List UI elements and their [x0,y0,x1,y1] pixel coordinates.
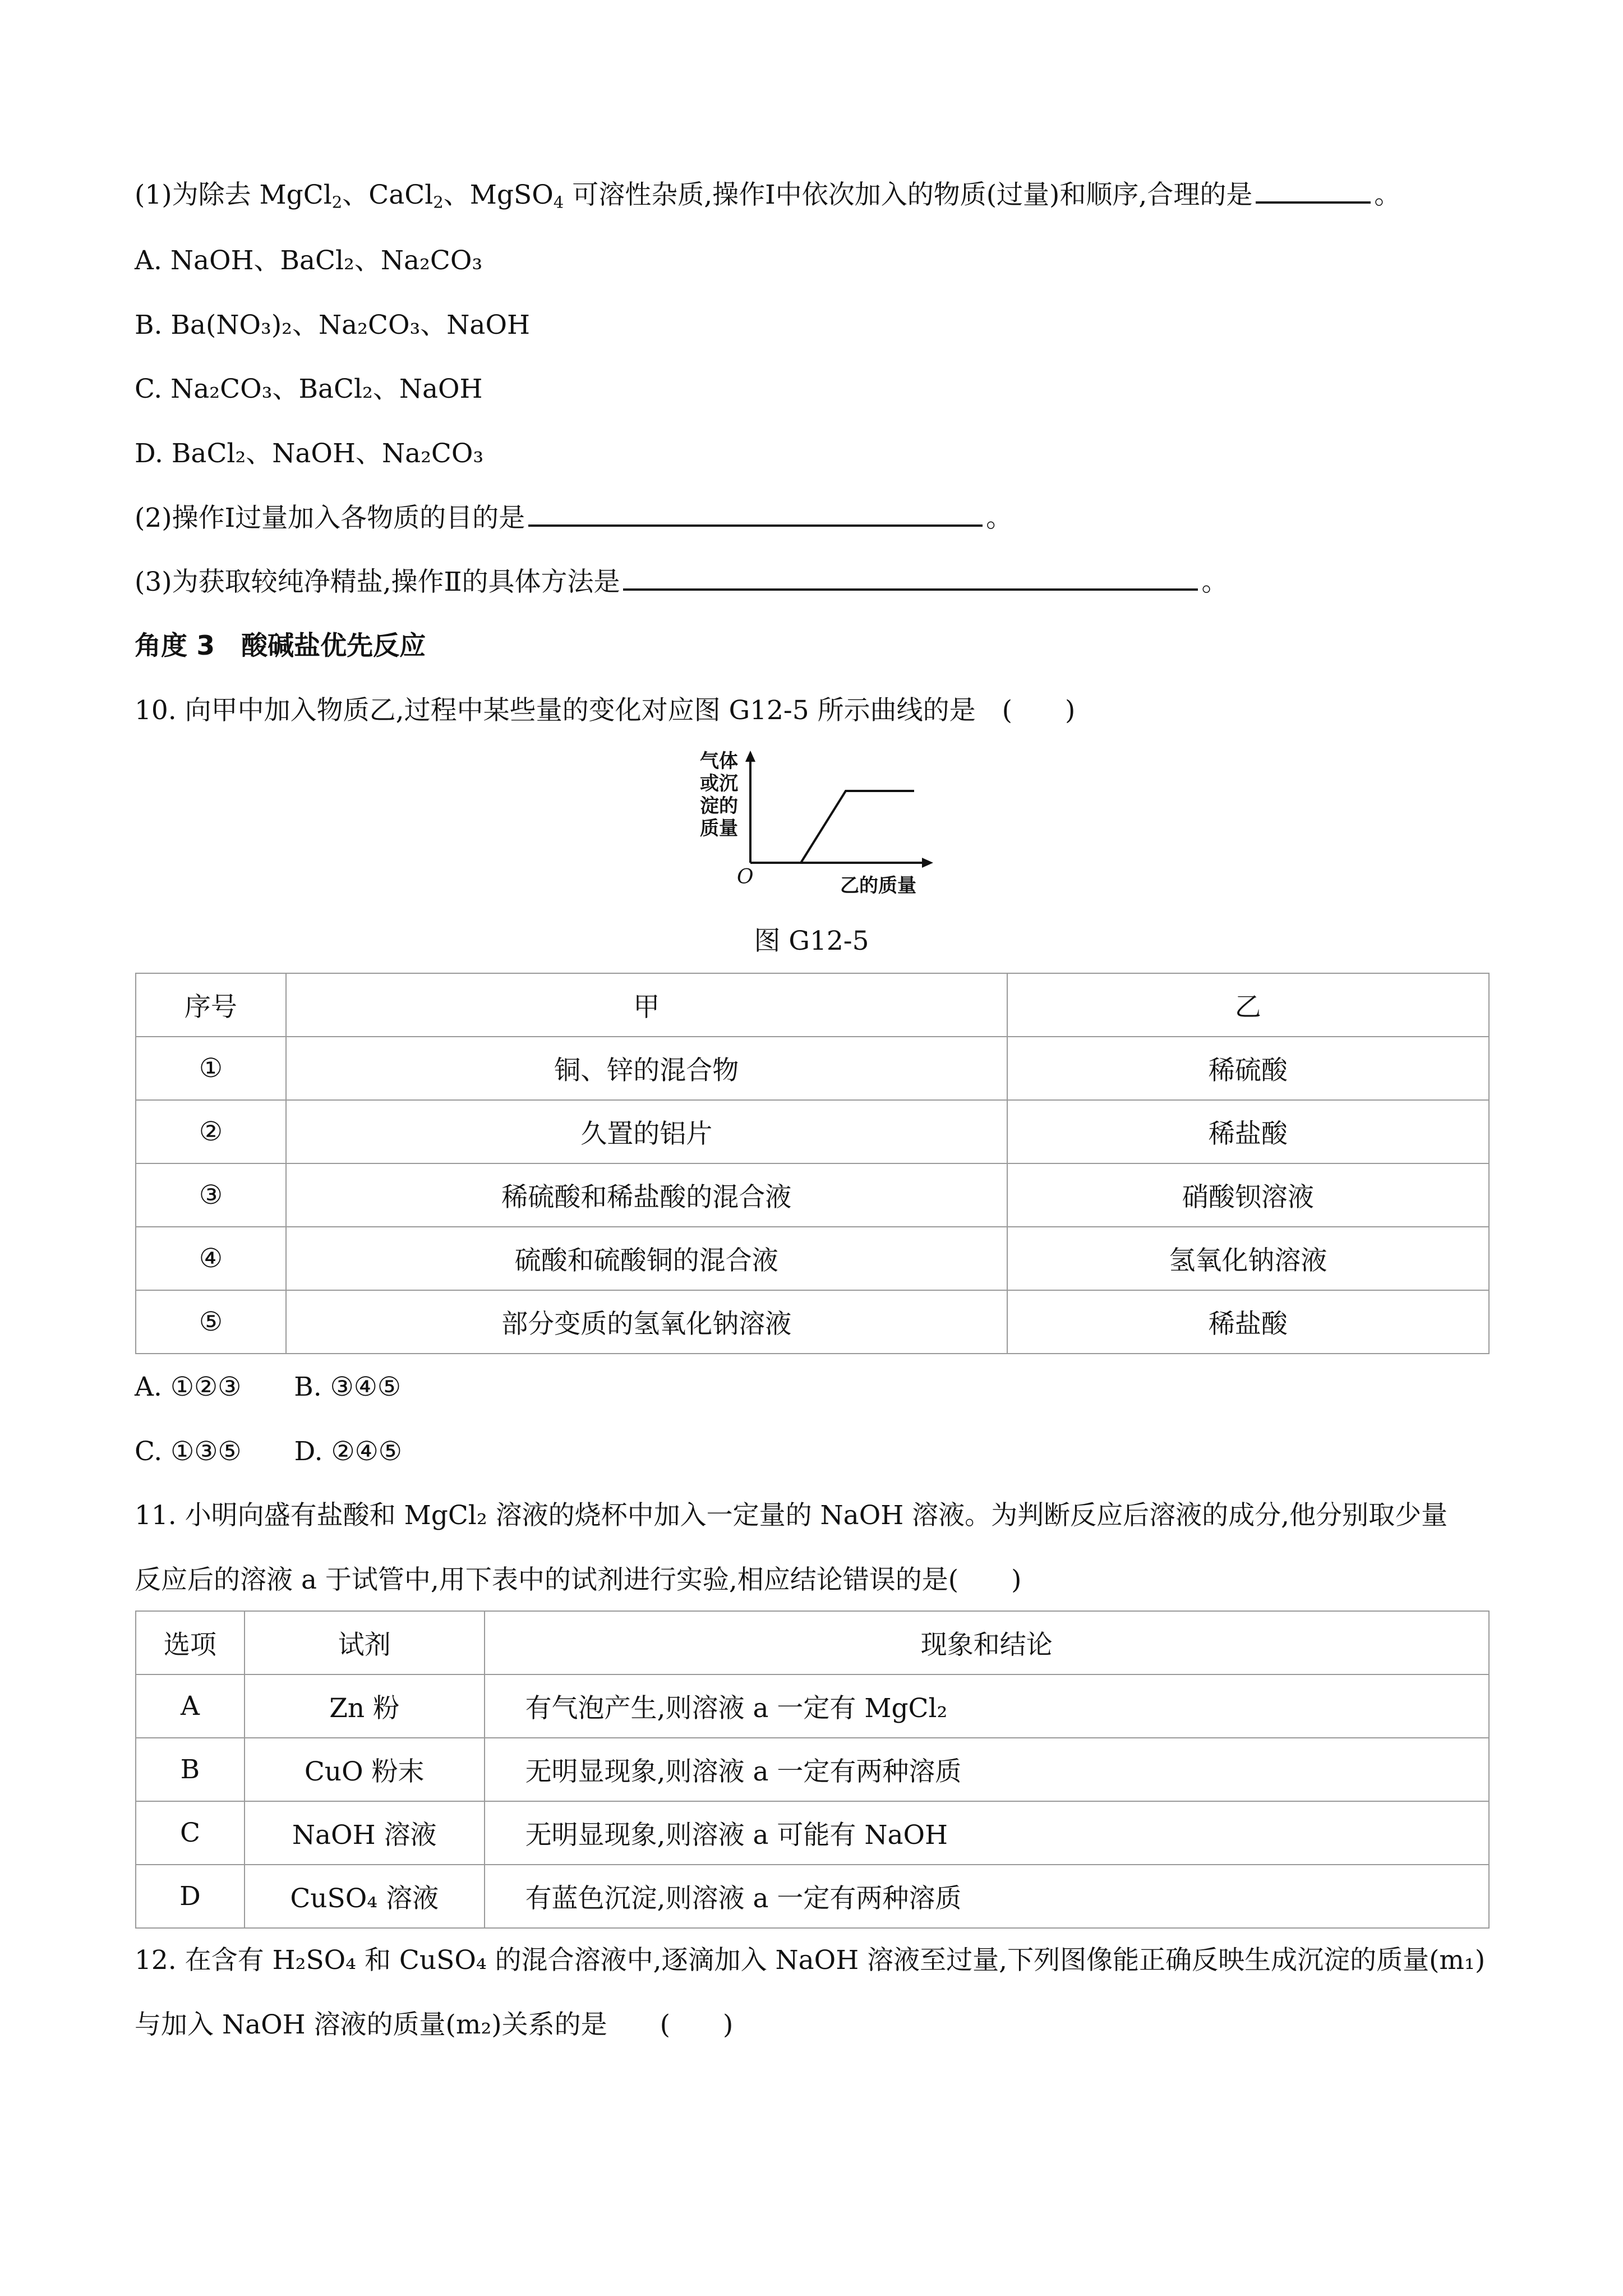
header-cell: 序号 [136,973,286,1037]
answer-blank[interactable] [1256,179,1371,204]
table-row [136,1865,1489,1928]
table-cell: 部分变质的氢氧化钠溶液 [286,1290,1007,1354]
answer-blank[interactable] [623,566,1198,591]
section-title: 角度 3 酸碱盐优先反应 [135,631,426,661]
q9-part1 [135,178,1400,219]
q11-stem-line1: 11. 小明向盛有盐酸和 MgCl₂ 溶液的烧杯中加入一定量的 NaOH 溶液。为判断反应后溶液的成分,他分别取少量 [135,1500,1448,1531]
q9-option-c: C. Na₂CO₃、BaCl₂、NaOH [135,374,483,404]
q9-option-b: B. Ba(NO₃)₂、Na₂CO₃、NaOH [135,310,530,341]
header-cell: 试剂 [245,1611,485,1674]
q9-part1-text: 、CaCl [342,180,434,210]
q10-options-line2: C. ①③⑤ D. ②④⑤ [135,1436,402,1467]
x-axis-label: 乙的质量 [840,875,916,897]
table-row [136,1037,1489,1100]
q9-part1-text: (1)为除去 MgCl [135,180,332,210]
table-cell: Zn 粉 [245,1674,485,1738]
header-cell: 现象和结论 [485,1611,1489,1674]
table-row [136,1290,1489,1354]
table-cell: NaOH 溶液 [245,1801,485,1865]
y-axis-label-line: 质量 [700,817,738,840]
table-cell: ④ [136,1227,286,1290]
subscript: 2 [331,192,343,212]
table-cell: 稀硫酸和稀盐酸的混合液 [286,1163,1007,1227]
table-row [136,1801,1489,1865]
q9-part1-text: 、MgSO [443,180,554,210]
table-row [136,1163,1489,1227]
punct: 。 [986,503,1013,533]
table-cell: ② [136,1100,286,1163]
table-cell: 硫酸和硫酸铜的混合液 [286,1227,1007,1290]
table-cell: 有蓝色沉淀,则溶液 a 一定有两种溶质 [485,1865,1489,1928]
table-cell: A [136,1674,245,1738]
table-cell: CuSO₄ 溶液 [245,1865,485,1928]
origin-label: O [737,866,754,889]
header-cell: 乙 [1007,973,1489,1037]
table-cell: D [136,1865,245,1928]
table-cell: CuO 粉末 [245,1738,485,1801]
y-axis-arrow-icon [745,751,755,762]
q11-table [135,1611,1490,1929]
table-cell: 稀盐酸 [1007,1100,1489,1163]
table-cell: C [136,1801,245,1865]
table-header-row [136,973,1489,1037]
q11-stem-line2: 反应后的溶液 a 于试管中,用下表中的试剂进行实验,相应结论错误的是( ) [135,1565,1022,1595]
table-cell: 稀硫酸 [1007,1037,1489,1100]
figure-g12-5-graph [695,746,942,909]
q9-part3 [135,565,1228,599]
header-cell: 甲 [286,973,1007,1037]
q9-option-d: D. BaCl₂、NaOH、Na₂CO₃ [135,438,484,469]
table-cell: 有气泡产生,则溶液 a 一定有 MgCl₂ [485,1674,1489,1738]
subscript: 2 [433,192,444,212]
curve [801,791,914,863]
subscript: 4 [553,192,564,212]
punct: 。 [1374,180,1401,210]
x-axis-arrow-icon [922,858,933,868]
y-axis-label-line: 气体 [700,750,738,772]
answer-blank[interactable] [528,502,983,527]
q12-stem-line2: 与加入 NaOH 溶液的质量(m₂)关系的是 ( ) [135,2009,734,2040]
header-cell: 选项 [136,1611,245,1674]
y-axis-label-line: 或沉 [700,772,738,795]
q12-stem-line1: 12. 在含有 H₂SO₄ 和 CuSO₄ 的混合溶液中,逐滴加入 NaOH 溶液至过量,下列图像能正确反映生成沉淀的质量(m₁) [135,1945,1486,1976]
figure-caption: 图 G12-5 [754,926,869,956]
table-cell: 稀盐酸 [1007,1290,1489,1354]
table-cell: 铜、锌的混合物 [286,1037,1007,1100]
table-cell: 无明显现象,则溶液 a 可能有 NaOH [485,1801,1489,1865]
table-cell: ① [136,1037,286,1100]
q9-part1-text: 可溶性杂质,操作Ⅰ中依次加入的物质(过量)和顺序,合理的是 [564,180,1253,210]
q10-table [135,973,1490,1354]
y-axis-label-line: 淀的 [700,795,738,817]
table-row [136,1738,1489,1801]
q9-part2 [135,501,1012,535]
table-cell: ③ [136,1163,286,1227]
q9-option-a: A. NaOH、BaCl₂、Na₂CO₃ [135,245,483,276]
table-cell: ⑤ [136,1290,286,1354]
table-cell: 久置的铝片 [286,1100,1007,1163]
table-header-row [136,1611,1489,1674]
q10-options-line1: A. ①②③ B. ③④⑤ [135,1372,402,1402]
table-row [136,1100,1489,1163]
table-cell: 硝酸钡溶液 [1007,1163,1489,1227]
table-cell: 无明显现象,则溶液 a 一定有两种溶质 [485,1738,1489,1801]
table-row [136,1227,1489,1290]
table-cell: 氢氧化钠溶液 [1007,1227,1489,1290]
punct: 。 [1201,567,1228,597]
q10-stem: 10. 向甲中加入物质乙,过程中某些量的变化对应图 G12-5 所示曲线的是 ( ) [135,695,1076,726]
table-cell: B [136,1738,245,1801]
table-row [136,1674,1489,1738]
q9-part2-text: (2)操作Ⅰ过量加入各物质的目的是 [135,503,525,533]
q9-part3-text: (3)为获取较纯净精盐,操作Ⅱ的具体方法是 [135,567,620,597]
